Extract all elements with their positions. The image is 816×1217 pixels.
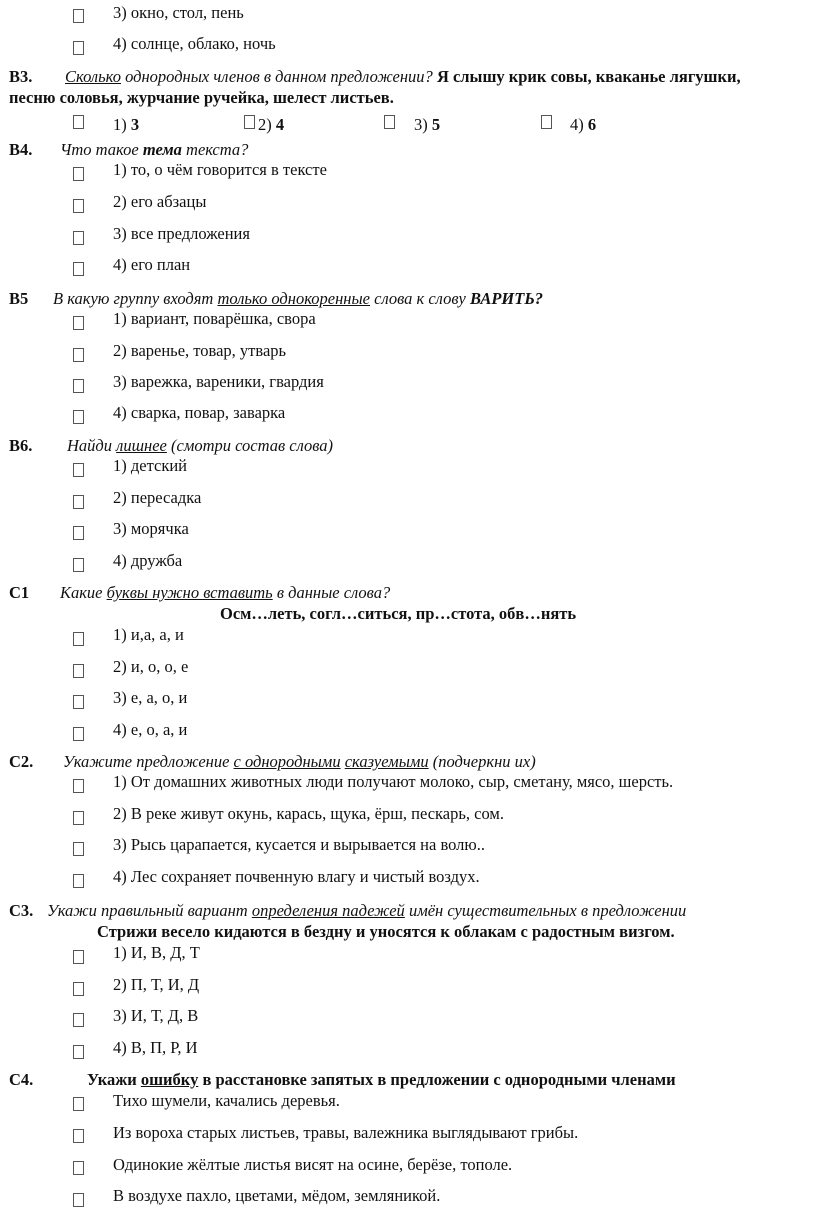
question-b4-part3: текста? xyxy=(186,140,249,159)
option-b3-2-value: 4 xyxy=(275,115,285,134)
option-b3-3-value: 5 xyxy=(431,115,441,134)
question-c3 xyxy=(47,901,686,921)
option-b5-1: 1) вариант, поварёшка, свора xyxy=(113,309,316,328)
checkbox-b5-1[interactable] xyxy=(73,316,84,330)
question-number-b3: В3. xyxy=(9,67,33,86)
option-c3-4: 4) В, П, Р, И xyxy=(113,1038,198,1057)
question-number-b4: В4. xyxy=(9,140,33,159)
question-b3-sentence-2: песню соловья, журчание ручейка, шелест листьев. xyxy=(9,88,394,107)
option-b3-2-num: 2) xyxy=(258,115,272,134)
checkbox-b4-4[interactable] xyxy=(73,262,84,276)
question-c2 xyxy=(63,752,536,772)
question-b5-part1: В какую группу входят xyxy=(53,289,214,308)
option-b5-3: 3) варежка, вареники, гвардия xyxy=(113,372,324,391)
option-c3-1: 1) И, В, Д, Т xyxy=(113,943,200,962)
option-c2-1: 1) От домашних животных люди получают молоко, сыр, сметану, мясо, шерсть. xyxy=(113,772,674,791)
checkbox-c2-2[interactable] xyxy=(73,811,84,825)
checkbox-b4-2[interactable] xyxy=(73,199,84,213)
option-b3-4-num: 4) xyxy=(570,115,584,134)
option-c2-4: 4) Лес сохраняет почвенную влагу и чистый воздух. xyxy=(113,867,480,886)
option-c4-2: Из вороха старых листьев, травы, валежника выглядывают грибы. xyxy=(113,1123,579,1142)
question-c1-part3: в данные слова? xyxy=(276,583,391,602)
question-b6 xyxy=(67,436,333,456)
question-c4 xyxy=(87,1070,676,1090)
prev-option-3: 3) окно, стол, пень xyxy=(113,3,244,22)
question-b5 xyxy=(53,289,543,309)
option-b4-3: 3) все предложения xyxy=(113,224,250,243)
question-c3-part3: имён существительных в предложении xyxy=(408,901,687,920)
question-number-b6: В6. xyxy=(9,436,33,455)
checkbox-c3-1[interactable] xyxy=(73,950,84,964)
checkbox-b3-3[interactable] xyxy=(384,115,395,129)
question-b6-part1: Найди xyxy=(67,436,113,455)
checkbox-c3-4[interactable] xyxy=(73,1045,84,1059)
checkbox-c2-4[interactable] xyxy=(73,874,84,888)
option-b3-4 xyxy=(570,115,596,135)
question-b4-term: тема xyxy=(142,140,182,159)
option-c1-2: 2) и, о, о, е xyxy=(113,657,189,676)
option-b6-4: 4) дружба xyxy=(113,551,183,570)
option-c4-1: Тихо шумели, качались деревья. xyxy=(113,1091,340,1110)
option-b3-3 xyxy=(414,115,440,135)
option-c2-2: 2) В реке живут окунь, карась, щука, ёрш, пескарь, сом. xyxy=(113,804,504,823)
checkbox-c3-3[interactable] xyxy=(73,1013,84,1027)
option-b3-4-value: 6 xyxy=(587,115,597,134)
option-b3-1-value: 3 xyxy=(130,115,140,134)
question-c4-part1: Укажи xyxy=(87,1070,137,1089)
question-c1-underlined: буквы нужно вставить xyxy=(106,583,273,602)
question-c2-underlined-1: с однородными xyxy=(233,752,341,771)
checkbox-b6-2[interactable] xyxy=(73,495,84,509)
checkbox-b3-4[interactable] xyxy=(541,115,552,129)
checkbox-c4-1[interactable] xyxy=(73,1097,84,1111)
checkbox-c2-3[interactable] xyxy=(73,842,84,856)
option-b6-1: 1) детский xyxy=(113,456,188,475)
option-c1-1: 1) и,а, а, и xyxy=(113,625,184,644)
question-b5-word: ВАРИТЬ? xyxy=(469,289,544,308)
checkbox-c4-2[interactable] xyxy=(73,1129,84,1143)
option-b4-1: 1) то, о чём говорится в тексте xyxy=(113,160,327,179)
question-c1-words: Осм…леть, согл…ситься, пр…стота, обв…нять xyxy=(220,604,577,623)
question-c2-part4: (подчеркни их) xyxy=(432,752,536,771)
question-number-c1: С1 xyxy=(9,583,30,602)
checkbox-b4-1[interactable] xyxy=(73,167,84,181)
question-number-b5: В5 xyxy=(9,289,29,308)
question-number-c3: С3. xyxy=(9,901,34,920)
checkbox-b6-4[interactable] xyxy=(73,558,84,572)
option-b3-1 xyxy=(113,115,139,135)
checkbox-prev-4[interactable] xyxy=(73,41,84,55)
option-c2-3: 3) Рысь царапается, кусается и вырывается на волю.. xyxy=(113,835,485,854)
checkbox-b5-3[interactable] xyxy=(73,379,84,393)
option-c1-3: 3) е, а, о, и xyxy=(113,688,188,707)
option-c4-3: Одинокие жёлтые листья висят на осине, берёзе, тополе. xyxy=(113,1155,513,1174)
checkbox-c4-3[interactable] xyxy=(73,1161,84,1175)
checkbox-b5-4[interactable] xyxy=(73,410,84,424)
question-c2-underlined-2: сказуемыми xyxy=(344,752,429,771)
option-b6-3: 3) морячка xyxy=(113,519,189,538)
question-number-c4: С4. xyxy=(9,1070,34,1089)
question-number-c2: С2. xyxy=(9,752,34,771)
option-b4-2: 2) его абзацы xyxy=(113,192,207,211)
question-b6-part3: (смотри состав слова) xyxy=(171,436,334,455)
option-b3-3-num: 3) xyxy=(414,115,428,134)
question-c2-part1: Укажите предложение xyxy=(63,752,230,771)
checkbox-c1-4[interactable] xyxy=(73,727,84,741)
checkbox-c4-4[interactable] xyxy=(73,1193,84,1207)
question-c4-underlined: ошибку xyxy=(140,1070,199,1089)
question-b3-sentence-1: Я слышу крик совы, кваканье лягушки, xyxy=(436,67,741,86)
question-b4 xyxy=(60,140,248,160)
option-b5-2: 2) варенье, товар, утварь xyxy=(113,341,287,360)
checkbox-c1-1[interactable] xyxy=(73,632,84,646)
option-c3-3: 3) И, Т, Д, В xyxy=(113,1006,199,1025)
question-b6-underlined: лишнее xyxy=(116,436,167,455)
checkbox-c3-2[interactable] xyxy=(73,982,84,996)
question-c3-part1: Укажи правильный вариант xyxy=(47,901,248,920)
question-b3 xyxy=(65,67,741,87)
question-b4-part1: Что такое xyxy=(60,140,139,159)
checkbox-b5-2[interactable] xyxy=(73,348,84,362)
checkbox-b3-1[interactable] xyxy=(73,115,84,129)
checkbox-c1-2[interactable] xyxy=(73,664,84,678)
question-c4-part3: в расстановке запятых в предложении с однородными членами xyxy=(202,1070,676,1089)
option-c1-4: 4) е, о, а, и xyxy=(113,720,188,739)
checkbox-prev-3[interactable] xyxy=(73,9,84,23)
checkbox-b3-2[interactable] xyxy=(244,115,255,129)
option-b6-2: 2) пересадка xyxy=(113,488,202,507)
option-c4-4: В воздухе пахло, цветами, мёдом, земляникой. xyxy=(113,1186,441,1205)
checkbox-c1-3[interactable] xyxy=(73,695,84,709)
checkbox-b6-3[interactable] xyxy=(73,526,84,540)
checkbox-b6-1[interactable] xyxy=(73,463,84,477)
option-b3-1-num: 1) xyxy=(113,115,127,134)
question-c3-sentence: Стрижи весело кидаются в бездну и уносятся к облакам с радостным визгом. xyxy=(97,922,675,941)
option-c3-2: 2) П, Т, И, Д xyxy=(113,975,200,994)
prev-option-4: 4) солнце, облако, ночь xyxy=(113,34,276,53)
question-c1 xyxy=(60,583,390,603)
question-c1-part1: Какие xyxy=(60,583,103,602)
question-b5-part3: слова к слову xyxy=(374,289,466,308)
option-b5-4: 4) сварка, повар, заварка xyxy=(113,403,286,422)
question-c3-underlined: определения падежей xyxy=(251,901,405,920)
question-b5-underlined: только однокоренные xyxy=(217,289,370,308)
question-b3-underlined: Сколько xyxy=(65,67,121,86)
checkbox-c2-1[interactable] xyxy=(73,779,84,793)
option-b4-4: 4) его план xyxy=(113,255,191,274)
checkbox-b4-3[interactable] xyxy=(73,231,84,245)
option-b3-2 xyxy=(258,115,284,135)
question-b3-text: однородных членов в данном предложении? xyxy=(125,67,433,86)
